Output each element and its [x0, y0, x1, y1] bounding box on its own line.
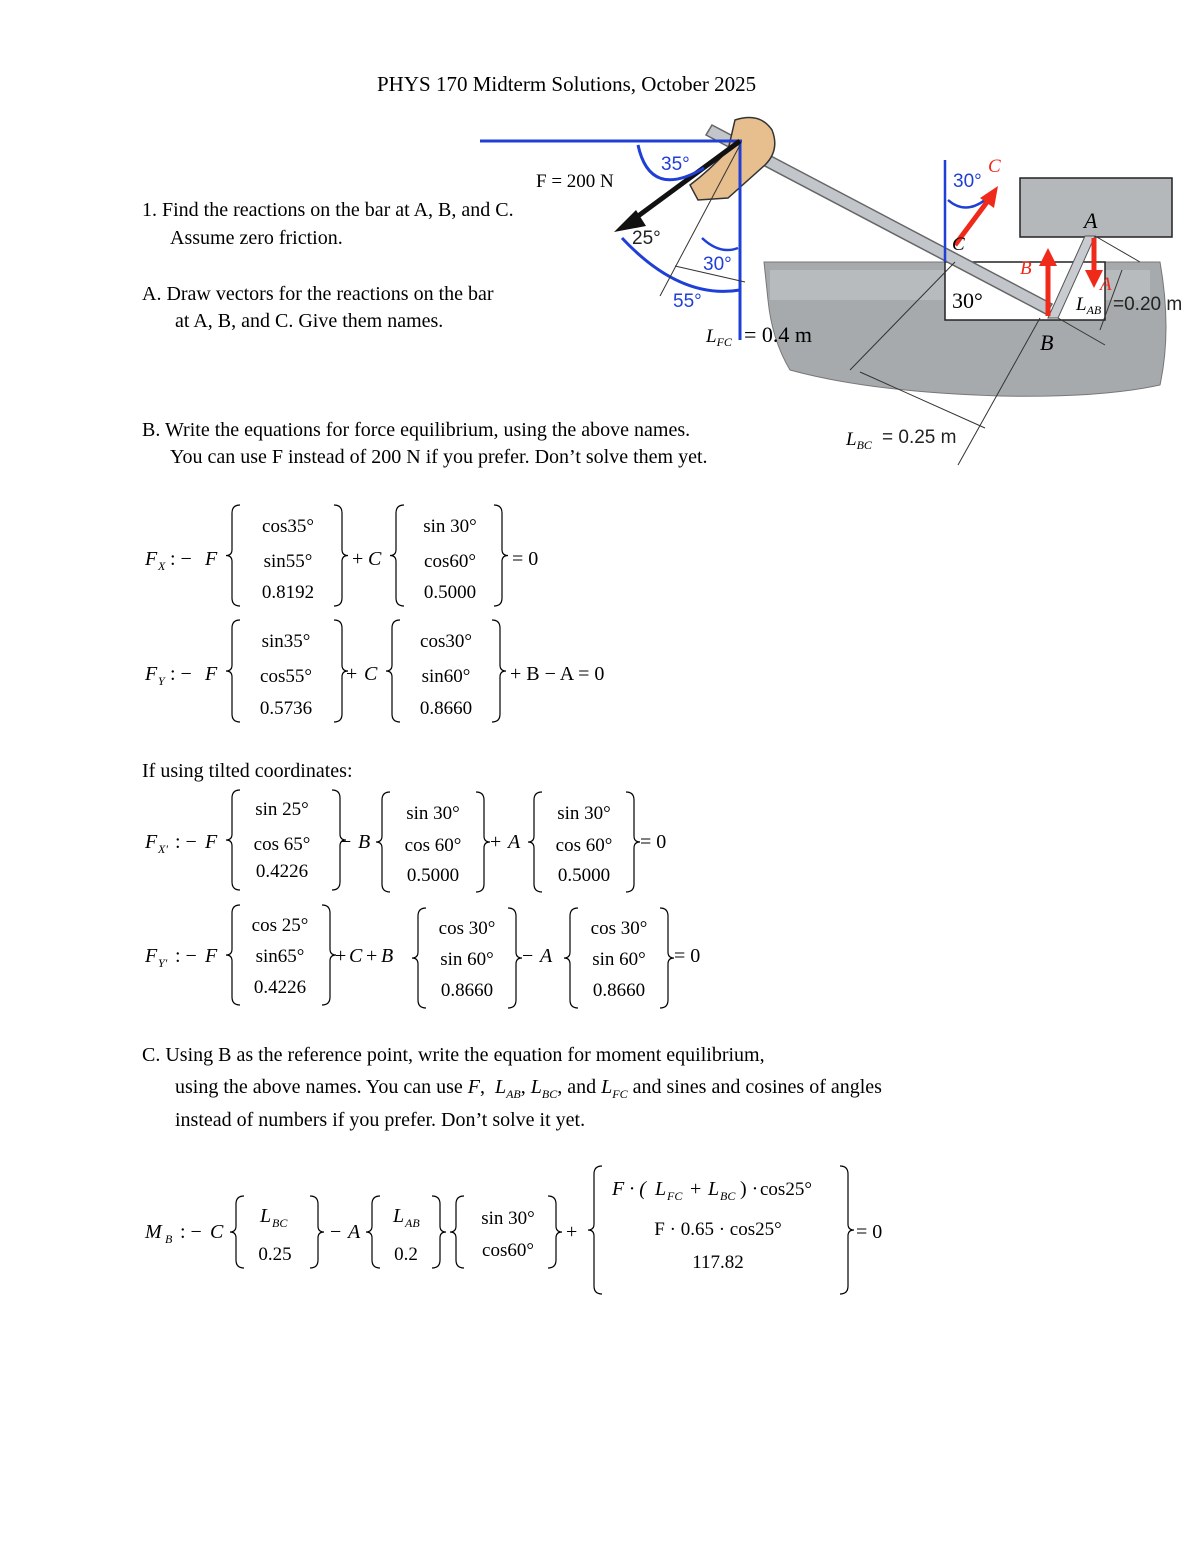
eq-text: BC: [720, 1189, 736, 1203]
fxp-block-2: 0.5000: [406, 865, 460, 886]
eq-text: F: [205, 945, 218, 967]
part-a-line-1: A. Draw vectors for the reactions on the bar: [142, 283, 494, 305]
mb-symbol: M: [145, 1221, 162, 1243]
tilted-label: If using tilted coordinates:: [142, 760, 353, 782]
fxp-symbol: F: [145, 831, 158, 853]
right-brace: [492, 620, 506, 722]
left-brace: [226, 620, 240, 722]
left-brace: [564, 908, 578, 1008]
mb-b4-line2: F · 0.65 · cos25°: [654, 1219, 782, 1240]
fx-block-1: sin55°: [263, 551, 313, 572]
right-brace: [476, 792, 490, 892]
right-brace: [840, 1166, 854, 1294]
fy-block-2: 0.8660: [419, 698, 473, 719]
eq-text: B: [381, 945, 394, 967]
eq-text: : −: [175, 945, 197, 967]
eq-text: +: [690, 1178, 702, 1200]
mb-b4-line3: 117.82: [692, 1252, 744, 1273]
eq-text: ) ·: [740, 1178, 759, 1200]
point-c-label: C: [952, 234, 965, 255]
eq-text: C: [364, 663, 378, 685]
fxp-block-3: sin 30°: [557, 803, 611, 824]
left-brace: [230, 1196, 244, 1268]
reaction-c-label: C: [988, 156, 1001, 177]
fxp-tail: = 0: [640, 831, 667, 853]
reaction-a-label: A: [1100, 274, 1112, 295]
eq-text: +: [352, 548, 364, 570]
mb-lab: L: [393, 1205, 405, 1227]
left-brace: [412, 908, 426, 1008]
left-brace: [450, 1196, 464, 1268]
left-brace: [376, 792, 390, 892]
eq-text: +: [335, 945, 347, 967]
eq-text: C: [349, 945, 363, 967]
fyp-block-3: cos 30°: [590, 918, 648, 939]
fx-block-2: 0.5000: [423, 582, 477, 603]
lfc-symbol: $L_{FC}$: [706, 326, 732, 349]
force-label: F = 200 N: [536, 171, 614, 192]
point-b-label: B: [1040, 330, 1054, 355]
fy-block-1: cos55°: [260, 666, 312, 687]
eq-text: +: [490, 831, 502, 853]
fxp-block-1: sin 25°: [255, 799, 309, 820]
eq-text: Y: [158, 674, 165, 688]
eq-text: F: [205, 548, 218, 570]
eq-text: −: [340, 831, 352, 853]
eq-text: : −: [180, 1221, 202, 1243]
fyp-block-2: 0.8660: [440, 980, 494, 1001]
fy-block-2: cos30°: [420, 631, 472, 652]
right-brace: [626, 792, 640, 892]
right-brace: [660, 908, 674, 1008]
eq-text: C: [210, 1221, 224, 1243]
right-brace: [310, 1196, 324, 1268]
eq-text: −: [522, 945, 534, 967]
lab-symbol: $L_{AB}$: [1076, 294, 1102, 317]
fxp-block-2: cos 60°: [404, 835, 462, 856]
mb-tail: = 0: [856, 1221, 883, 1243]
lab-label: =0.20 m: [1113, 294, 1183, 315]
fx-tail: = 0: [512, 548, 539, 570]
part-b-line-2: You can use F instead of 200 N if you prefer. Don’t solve them yet.: [170, 446, 708, 468]
mb-block-1: 0.25: [258, 1244, 292, 1265]
mb-block-3: cos60°: [482, 1240, 534, 1261]
fy-block-2: sin60°: [421, 666, 471, 687]
eq-text: +: [346, 663, 358, 685]
eq-text: F: [205, 663, 218, 685]
fx-block-2: sin 30°: [423, 516, 477, 537]
fyp-tail: = 0: [674, 945, 701, 967]
eq-text: X: [158, 559, 166, 573]
right-brace: [432, 1196, 446, 1268]
eq-text: L: [708, 1178, 720, 1200]
equations-area: [0, 480, 1200, 1320]
equations-group: [144, 505, 882, 1294]
angle-25-label: 25°: [632, 228, 661, 249]
right-brace: [334, 505, 348, 606]
part-a-line-2: at A, B, and C. Give them names.: [175, 310, 444, 332]
fyp-block-1: 0.4226: [253, 977, 307, 998]
mb-block-2: 0.2: [394, 1244, 418, 1265]
eq-text: AB: [405, 1216, 420, 1230]
eq-text: L: [655, 1178, 667, 1200]
left-brace: [226, 505, 240, 606]
eq-text: A: [348, 1221, 361, 1243]
left-brace: [528, 792, 542, 892]
fx-symbol: F: [145, 548, 158, 570]
mb-block-3: sin 30°: [481, 1208, 535, 1229]
left-brace: [386, 620, 400, 722]
right-brace: [548, 1196, 562, 1268]
fy-tail: + B − A = 0: [510, 663, 605, 685]
eq-text: Y′: [158, 956, 168, 970]
lfc-label: = 0.4 m: [744, 322, 813, 347]
left-brace: [226, 905, 240, 1005]
eq-text: B: [358, 831, 371, 853]
angle-30-inner-label: 30°: [703, 254, 732, 275]
fy-block-1: 0.5736: [259, 698, 313, 719]
mb-b4-cos: cos25°: [760, 1179, 812, 1200]
angle-30-c-label: 30°: [953, 171, 982, 192]
problem-line-2: Assume zero friction.: [170, 227, 343, 249]
fyp-block-3: sin 60°: [592, 949, 646, 970]
fxp-block-1: cos 65°: [253, 834, 311, 855]
fyp-block-1: cos 25°: [251, 915, 309, 936]
statics-diagram: [0, 0, 1200, 480]
angle-35-label: 35°: [661, 154, 690, 175]
part-b-line-1: B. Write the equations for force equilibrium, using the above names.: [142, 419, 691, 441]
fx-block-2: cos60°: [424, 551, 476, 572]
fy-block-1: sin35°: [261, 631, 311, 652]
mb-lbc: L: [260, 1205, 272, 1227]
point-a-label: A: [1084, 208, 1098, 233]
lbc-label: = 0.25 m: [882, 427, 957, 448]
fy-lhs: : −: [170, 663, 192, 685]
fxp-block-2: sin 30°: [406, 803, 460, 824]
right-brace: [508, 908, 522, 1008]
fxp-block-1: 0.4226: [255, 861, 309, 882]
fyp-block-2: sin 60°: [440, 949, 494, 970]
problem-line-1: 1. Find the reactions on the bar at A, B, and C.: [142, 199, 514, 221]
fx-block-1: 0.8192: [261, 582, 315, 603]
part-c-line-3: instead of numbers if you prefer. Don’t solve it yet.: [175, 1109, 586, 1131]
right-brace: [494, 505, 508, 606]
eq-text: C: [368, 548, 382, 570]
left-brace: [390, 505, 404, 606]
fyp-block-1: sin65°: [255, 946, 305, 967]
fxp-block-3: cos 60°: [555, 835, 613, 856]
reaction-b-label: B: [1020, 258, 1032, 279]
eq-text: +: [566, 1221, 578, 1243]
fyp-block-3: 0.8660: [592, 980, 646, 1001]
eq-text: A: [540, 945, 553, 967]
angle-30-b-label: 30°: [952, 288, 983, 313]
page-title: PHYS 170 Midterm Solutions, October 2025: [377, 72, 757, 96]
right-brace: [322, 905, 336, 1005]
lbc-symbol: $L_{BC}$: [846, 429, 872, 452]
left-brace: [588, 1166, 602, 1294]
part-c-line-2: using the above names. You can use F, $L_{AB}$, $L_{BC}$, and $L_{FC}$ and sines and cosines of angles: [175, 1076, 882, 1101]
eq-text: A: [508, 831, 521, 853]
part-c-line-1: C. Using B as the reference point, write the equation for moment equilibrium,: [142, 1044, 765, 1066]
eq-text: −: [330, 1221, 342, 1243]
eq-text: FC: [667, 1189, 683, 1203]
mb-b4-line1: F · (: [612, 1178, 646, 1200]
eq-text: F: [205, 831, 218, 853]
left-brace: [226, 790, 240, 890]
fxp-block-3: 0.5000: [557, 865, 611, 886]
eq-text: +: [366, 945, 378, 967]
fx-block-1: cos35°: [262, 516, 314, 537]
eq-text: : −: [175, 831, 197, 853]
angle-55-label: 55°: [673, 291, 702, 312]
fyp-block-2: cos 30°: [438, 918, 496, 939]
eq-text: X′: [158, 842, 168, 856]
fx-lhs: : −: [170, 548, 192, 570]
eq-text: BC: [272, 1216, 288, 1230]
eq-text: B: [165, 1232, 173, 1246]
fyp-symbol: F: [145, 945, 158, 967]
fy-symbol: F: [145, 663, 158, 685]
left-brace: [366, 1196, 380, 1268]
